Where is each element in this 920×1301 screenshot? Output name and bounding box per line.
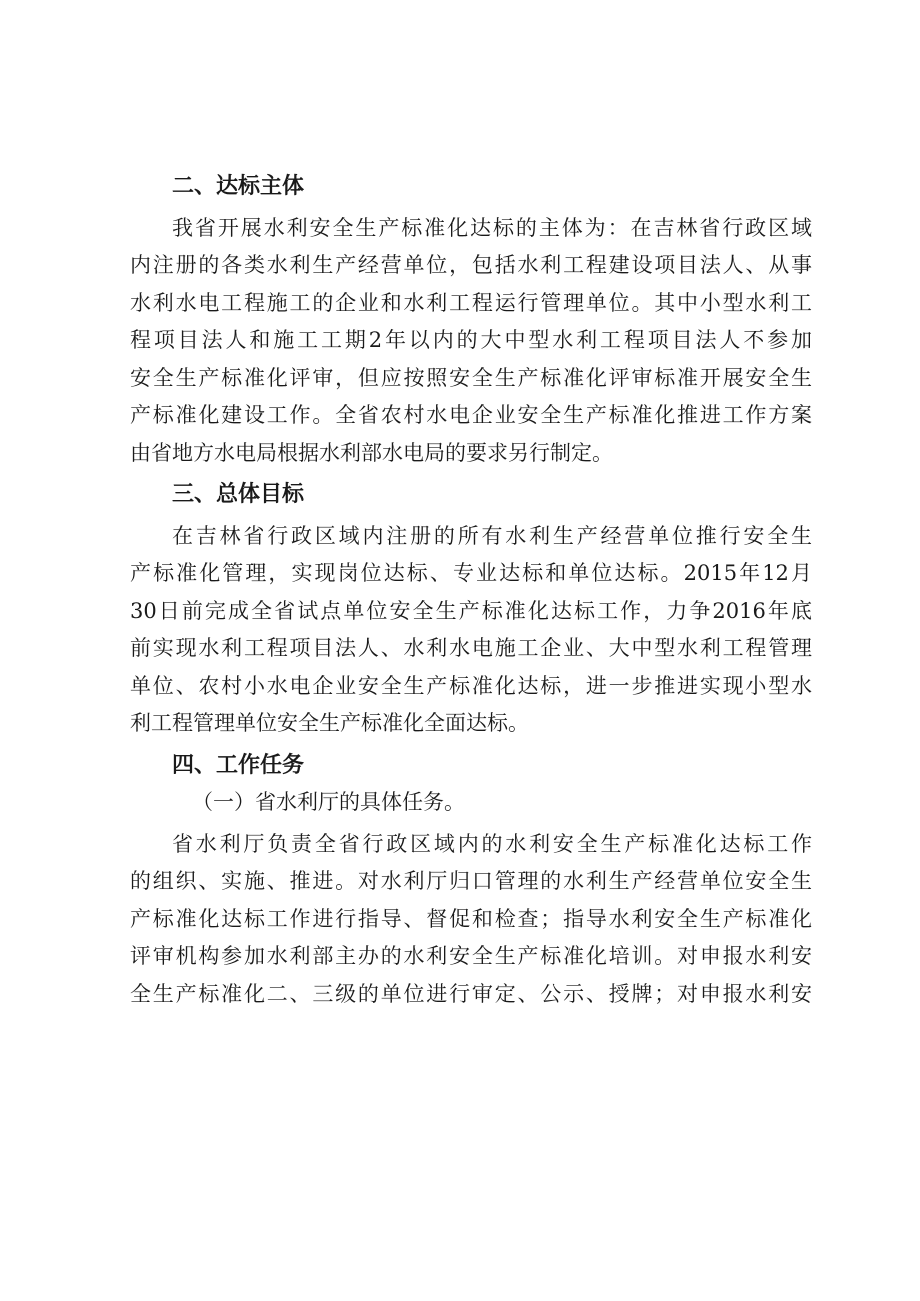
section-paragraph xyxy=(130,210,812,473)
section-heading: 二、达标主体 xyxy=(172,174,305,199)
section-heading: 三、总体目标 xyxy=(172,482,305,507)
paragraph-line: 全生产标准化二、三级的单位进行审定、公示、授牌；对申报水利安 xyxy=(130,981,812,1006)
paragraph-line: 利工程管理单位安全生产标准化全面达标。 xyxy=(130,711,529,735)
paragraph-line: 单位、农村小水电企业安全生产标准化达标，进一步推进实现小型水 xyxy=(130,673,812,698)
section-3 xyxy=(130,476,812,743)
section-heading: 四、工作任务 xyxy=(172,752,305,778)
paragraph-line: 省水利厅负责全省行政区域内的水利安全生产标准化达标工作 xyxy=(172,831,812,856)
paragraph-line: 我省开展水利安全生产标准化达标的主体为：在吉林省行政区域 xyxy=(172,215,812,240)
paragraph-line: 评审机构参加水利部主办的水利安全生产标准化培训。对申报水利安 xyxy=(130,944,812,968)
paragraph-line: 产标准化达标工作进行指导、督促和检查；指导水利安全生产标准化 xyxy=(130,906,812,931)
paragraph-line: 程项目法人和施工工期2年以内的大中型水利工程项目法人不参加 xyxy=(130,328,812,352)
paragraph-line: 在吉林省行政区域内注册的所有水利生产经营单位推行安全生 xyxy=(172,523,812,548)
paragraph-line: 30日前完成全省试点单位安全生产标准化达标工作，力争2016年底 xyxy=(130,598,812,623)
section-paragraph xyxy=(130,826,812,1014)
paragraph-line: 安全生产标准化评审，但应按照安全生产标准化评审标准开展安全生 xyxy=(130,365,812,390)
paragraph-line: 前实现水利工程项目法人、水利水电施工企业、大中型水利工程管理 xyxy=(130,636,812,660)
paragraph-line: 水利水电工程施工的企业和水利工程运行管理单位。其中小型水利工 xyxy=(130,290,812,315)
section-paragraph xyxy=(130,518,812,743)
paragraph-line: 的组织、实施、推进。对水利厅归口管理的水利生产经营单位安全生 xyxy=(130,869,812,893)
paragraph-line: 内注册的各类水利生产经营单位，包括水利工程建设项目法人、从事 xyxy=(130,253,812,277)
paragraph-line: 产标准化管理，实现岗位达标、专业达标和单位达标。2015年12月 xyxy=(130,561,812,585)
paragraph-line: 由省地方水电局根据水利部水电局的要求另行制定。 xyxy=(130,440,613,465)
paragraph-line: 产标准化建设工作。全省农村水电企业安全生产标准化推进工作方案 xyxy=(130,403,812,427)
subsection-heading: （一）省水利厅的具体任务。 xyxy=(192,790,465,814)
document-body xyxy=(130,168,812,1013)
section-2 xyxy=(130,168,812,472)
section-4 xyxy=(130,747,812,1014)
